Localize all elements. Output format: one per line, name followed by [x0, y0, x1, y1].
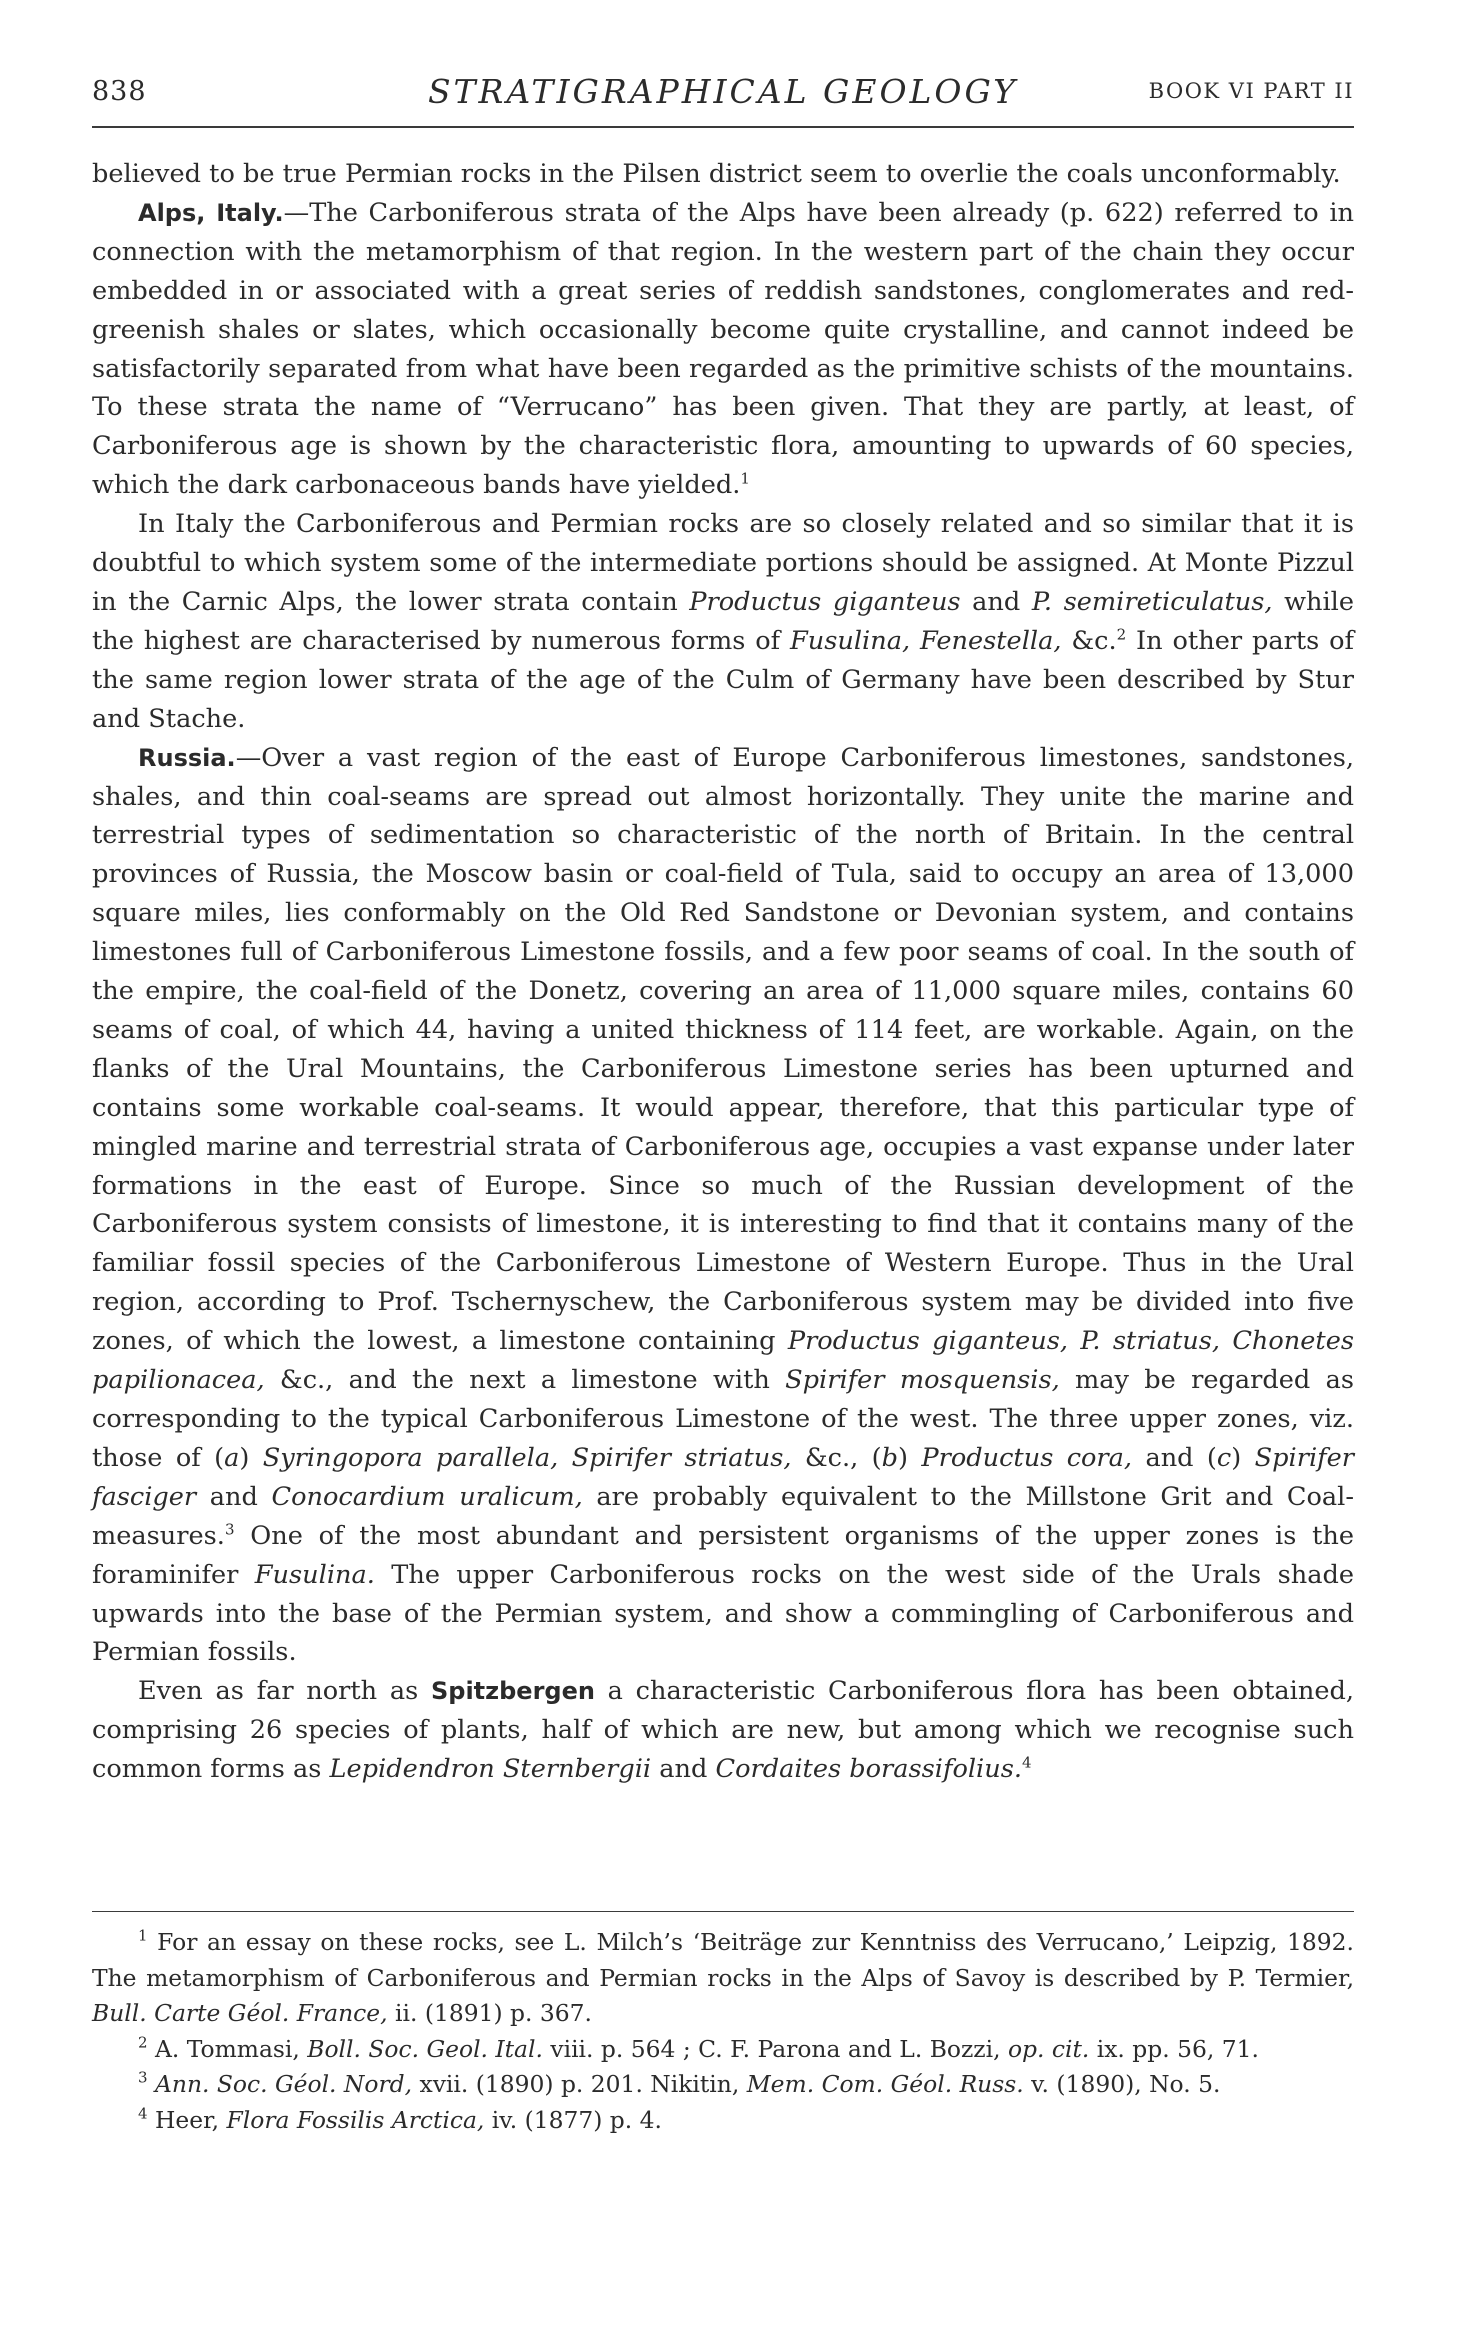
footnote-4: $^4$ Heer, Flora Fossilis Arctica, iv. (1877) p. 4. [138, 2104, 662, 2134]
footnote-2: $^2$ A. Tommasi, Boll. Soc. Geol. Ital. viii. p. 564 ; C. F. Parona and L. Bozzi, op. cit. ix. pp. 56, 71. [138, 2033, 1259, 2063]
section-head-russia: Russia. [138, 743, 236, 772]
footnote-ref-1[interactable]: 1 [740, 469, 750, 488]
page-number: 838 [92, 76, 147, 107]
main-text [92, 155, 1354, 1789]
paragraph-russia: Russia.—Over a vast region of the east of Europe Carboniferous limestones, sandstones, shales, and thin coal-seams are spread out almost horizontally. They unite the marine and terrestrial types of sedimentation so characteristic of the north of Britain. In the central provinces of Russia, the Moscow basin or coal-field of Tula, said to occupy an area of 13,000 square miles, lies conformably on the Old Red Sandstone or Devonian system, and contains limestones full of Carboniferous Limestone fossils, and a few poor seams of coal. In the south of the empire, the coal-field of the Donetz, covering an area of 11,000 square miles, contains 60 seams of coal, of which 44, having a united thickness of 114 feet, are workable. Again, on the flanks of the Ural Mountains, the Carboniferous Limestone series has been upturned and contains some workable coal-seams. It would appear, therefore, that this particular type of mingled marine and terrestrial strata of Carboniferous age, occupies a vast expanse under later formations in the east of Europe. Since so much of the Russian development of the Carboniferous system consists of limestone, it is interesting to find that it contains many of the familiar fossil species of the Carboniferous Limestone of Western Europe. Thus in the Ural region, according to Prof. Tschernyschew, the Carboniferous system may be divided into five zones, of which the lowest, a limestone containing Productus giganteus, P. striatus, Chonetes papilionacea, &c., and the next a limestone with Spirifer mosquensis, may be regarded as corresponding to the typical Carboniferous Limestone of the west. The three upper zones, viz. those of (a) Syringopora parallela, Spirifer striatus, &c., (b) Productus cora, and (c) Spirifer fasciger and Conocardium uralicum, are probably equivalent to the Millstone Grit and Coal-measures.$^3$ One of the most abundant and persistent organisms of the upper zones is the foraminifer Fusulina. The upper Carboniferous rocks on the west side of the Urals shade upwards into the base of the Permian system, and show a commingling of Carboniferous and Permian fossils. [92, 742, 1355, 1668]
footnote-3: $^3$ Ann. Soc. Géol. Nord, xvii. (1890) p. 201. Nikitin, Mem. Com. Géol. Russ. v. (1890), No. 5. [138, 2068, 1221, 2099]
running-header [92, 72, 1354, 112]
paragraph-spitzbergen: Even as far north as Spitzbergen a characteristic Carboniferous flora has been obtained, comprising 26 species of plants, half of which are new, but among which we recognise such common forms as Lepidendron Sternbergii and Cordaites borassifolius.$^4$ [92, 1676, 1354, 1785]
paragraph-pilsen: believed to be true Permian rocks in the Pilsen district seem to overlie the coals unconformably. [92, 159, 1341, 189]
footnote-1: $^1$ For an essay on these rocks, see L. Milch’s ‘Beiträge zur Kenntniss des Verrucano,’ Leipzig, 1892. The metamorphism of Carboniferous and Permian rocks in the Alps of Savoy is described by P. Termier, Bull. Carte Géol. France, ii. (1891) p. 367. [92, 1926, 1354, 2028]
footnote-ref-2[interactable]: 2 [1116, 625, 1127, 644]
footnotes [92, 1925, 1354, 2139]
section-head-alps: Alps, Italy. [138, 198, 284, 227]
footnote-ref-4[interactable]: 4 [1022, 1753, 1032, 1772]
running-title: STRATIGRAPHICAL GEOLOGY [427, 72, 1019, 111]
paragraph-italy: In Italy the Carboniferous and Permian rocks are so closely related and so similar that it is doubtful to which system some of the intermediate portions should be assigned. At Monte Pizzul in the Carnic Alps, the lower strata contain Productus giganteus and P. semireticulatus, while the highest are characterised by numerous forms of Fusulina, Fenestella, &c.$^2$ In other parts of the same region lower strata of the age of the Culm of Germany have been described by Stur and Stache. [92, 509, 1355, 734]
footnote-rule [92, 1911, 1354, 1912]
footnote-ref-3[interactable]: 3 [224, 1519, 235, 1538]
paragraph-alps-italy: Alps, Italy.—The Carboniferous strata of the Alps have been already (p. 622) referred to in connection with the metamorphism of that region. In the western part of the chain they occur embedded in or associated with a great series of reddish sandstones, conglomerates and red-greenish shales or slates, which occasionally become quite crystalline, and cannot indeed be satisfactorily separated from what have been regarded as the primitive schists of the mountains. To these strata the name of “Verrucano” has been given. That they are partly, at least, of Carboniferous age is shown by the characteristic flora, amounting to upwards of 60 species, which the dark carbonaceous bands have yielded.$^1$ [92, 197, 1354, 501]
section-head-spitzbergen: Spitzbergen [430, 1677, 595, 1706]
book-part-label: BOOK VI PART II [1148, 79, 1354, 103]
header-rule [92, 126, 1354, 128]
